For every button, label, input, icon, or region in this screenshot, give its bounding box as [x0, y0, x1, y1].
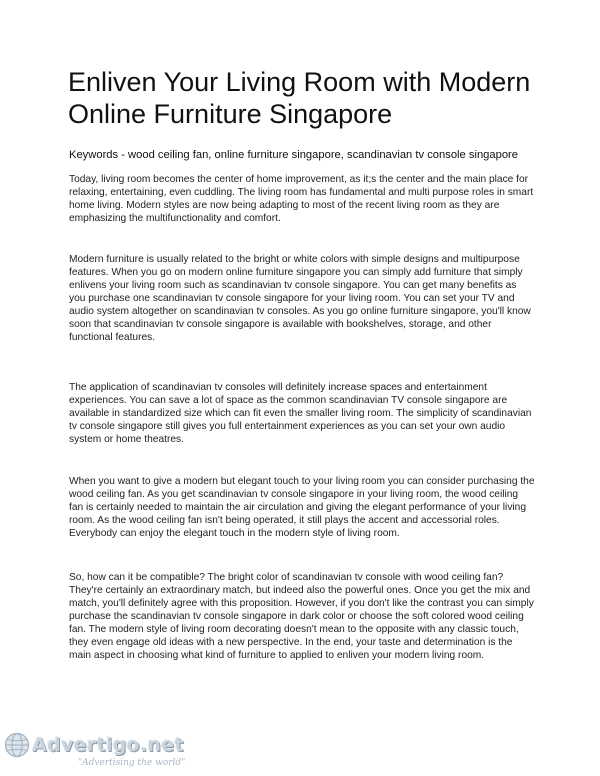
globe-icon [4, 732, 30, 758]
paragraph-intro: Today, living room becomes the center of home improvement, as it;s the center and the main place for relaxing, entertaining, even cuddling. The living room has fundamental and multi purpose roles in smart home living. Modern styles are now being adapting to most of the recent living room as they are emphasizing the multifunctionality and comfort. [69, 174, 534, 224]
paragraph-modern-furniture: Modern furniture is usually related to the bright or white colors with simple designs and multipurpose features. When you go on modern online furniture singapore you can simply add furniture that simply enlivens your living room such as scandinavian tv console singapore. You can get many benefits as you purchase one scandinavian tv console singapore for your living room. You can set your TV and audio system altogether on scandinavian tv consoles. As you go online furniture singapore, you'll know soon that scandinavian tv console singapore is available with bookshelves, storage, and other functional features. [69, 254, 531, 343]
paragraph-compatibility: So, how can it be compatible? The bright color of scandinavian tv console with wood ceiling fan? They're certainly an extraordinary match, but indeed also the powerful ones. Once you get the mix and match, you'll definitely agree with this proposition. However, if you don't like the contrast you can simply purchase the scandinavian tv console singapore in dark color or choose the soft colored wood ceiling fan. The modern style of living room decorating doesn't mean to the opposite with any classic touch, they even engage old ideas with a new perspective. In the end, your taste and determination is the main aspect in choosing what kind of furniture to applied to enliven your modern living room. [69, 572, 534, 661]
keywords-line: Keywords - wood ceiling fan, online furniture singapore, scandinavian tv console singapore [69, 149, 519, 161]
watermark-tagline: "Advertising the world" [78, 758, 186, 768]
paragraph-tv-consoles: The application of scandinavian tv consoles will definitely increase spaces and entertainment experiences. You can save a lot of space as the common scandinavian TV console singapore are available in standardized size which can fit even the smaller living room. The simplicity of scandinavian tv console singapore still gives you full entertainment experiences as you can set your own audio system or home theatres. [69, 382, 532, 445]
document-title: Enliven Your Living Room with Modern Online Furniture Singapore [68, 67, 531, 129]
paragraph-ceiling-fan: When you want to give a modern but elegant touch to your living room you can consider purchasing the wood ceiling fan. As you get scandinavian tv console singapore in your living room, the wood ceiling fan is certainly needed to maintain the air circulation and giving the elegant performance of your living room. As the wood ceiling fan isn't being operated, it still plays the accent and accessorial roles. Everybody can enjoy the elegant touch in the modern style of living room. [69, 476, 535, 539]
advertigo-watermark [4, 732, 186, 774]
watermark-brand: Advertigo.net [32, 734, 184, 756]
